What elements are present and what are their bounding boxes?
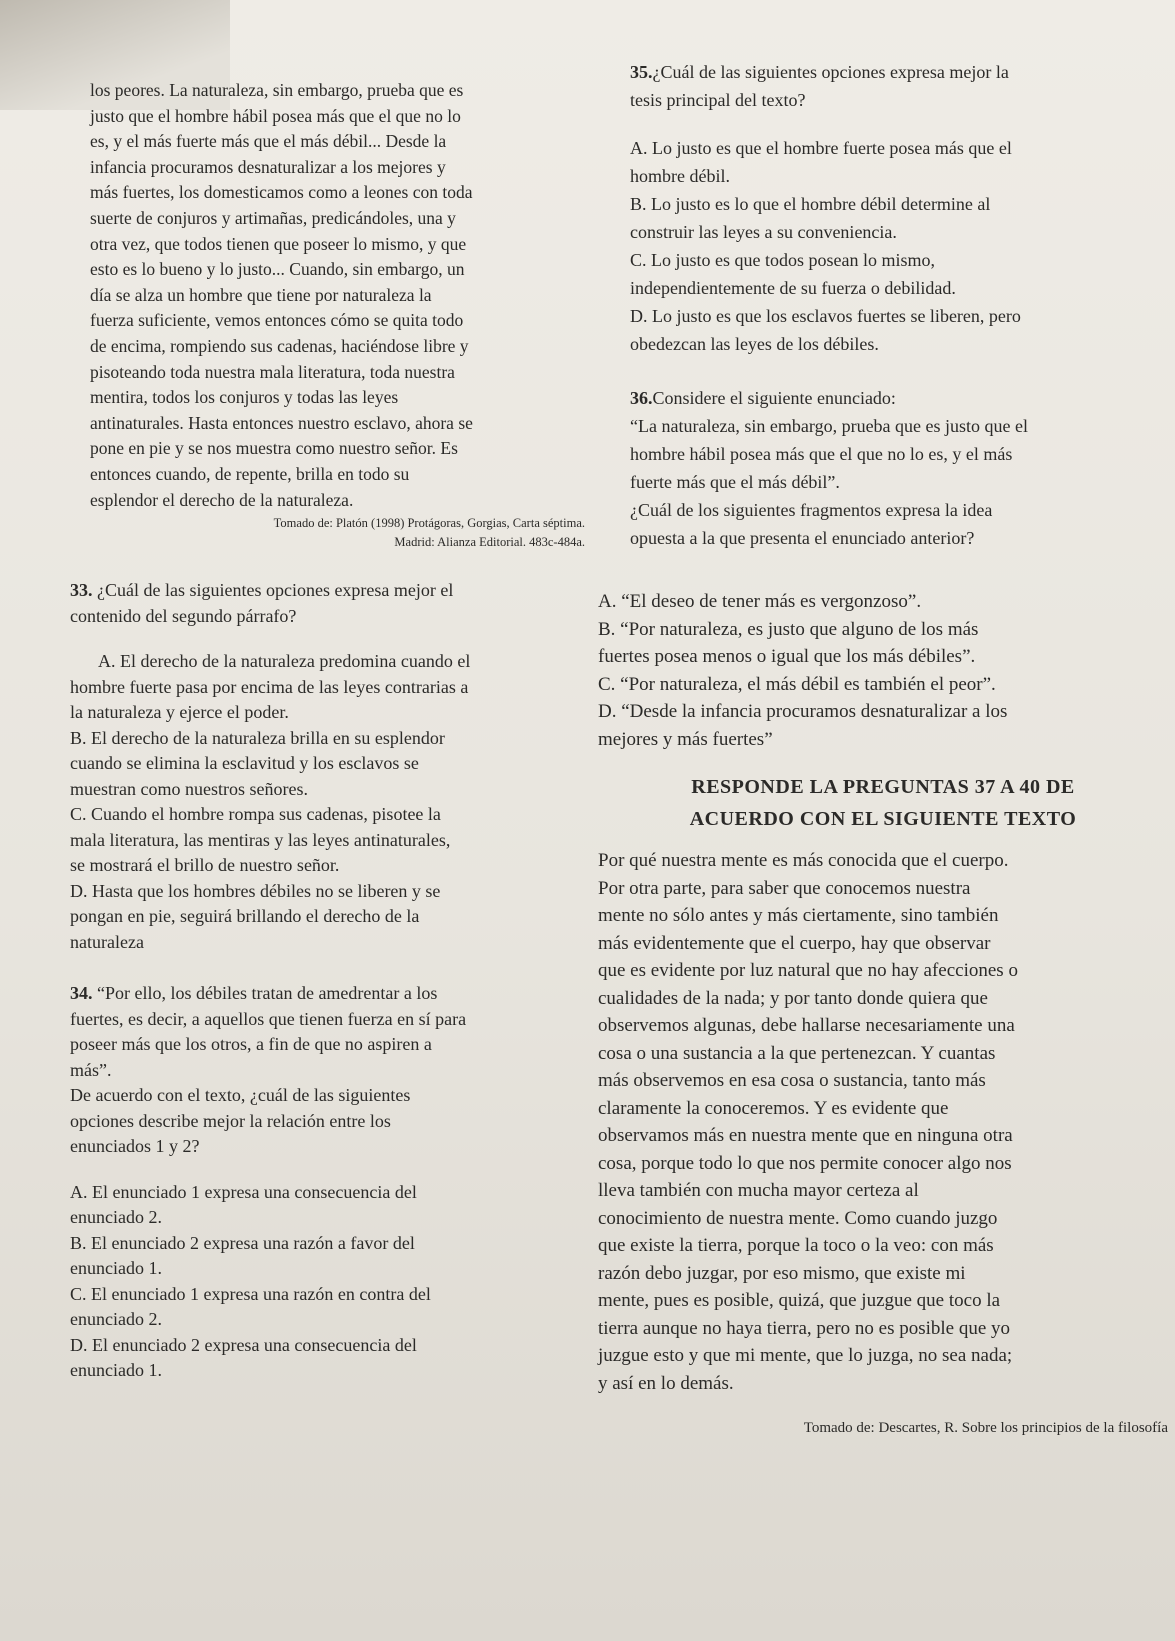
option-34-c-cont: enunciado 2.	[70, 1309, 162, 1329]
question-36-quote: “La naturaleza, sin embargo, prueba que es justo que el	[630, 416, 1029, 436]
text-2-line: lleva también con mucha mayor certeza al	[598, 1180, 919, 1201]
option-35-b[interactable]: B. Lo justo es lo que el hombre débil determine al	[630, 194, 991, 214]
text-2-line: cosa o una sustancia a la que pertenezcan. Y cuantas	[598, 1042, 996, 1064]
text-2-line: observemos algunas, debe hallarse necesariamente una	[598, 1015, 1015, 1036]
question-35-stem-line: tesis principal del texto?	[630, 90, 806, 110]
option-35-d-cont: obedezcan las leyes de los débiles.	[630, 334, 879, 354]
option-33-a[interactable]: A. El derecho de la naturaleza predomina cuando el	[98, 651, 471, 671]
option-34-b-cont: enunciado 1.	[70, 1258, 162, 1278]
passage-line: de encima, rompiendo sus cadenas, haciéndose libre y	[90, 335, 469, 356]
question-36-options-and-text-column	[598, 588, 1168, 1443]
text-2-line: que existe la tierra, porque la toco o la veo: con más	[598, 1235, 994, 1256]
option-35-d[interactable]: D. Lo justo es que los esclavos fuertes se liberen, pero	[630, 306, 1021, 326]
option-35-c[interactable]: C. Lo justo es que todos posean lo mismo,	[630, 250, 935, 270]
question-36-stem: 36.Considere el siguiente enunciado:	[630, 388, 896, 408]
question-34-prompt: enunciados 1 y 2?	[70, 1136, 200, 1156]
passage-line: más fuertes, los domesticamos como a leones con toda	[90, 182, 473, 203]
option-34-a[interactable]: A. El enunciado 1 expresa una consecuencia del	[70, 1181, 417, 1202]
option-35-c-cont: independientemente de su fuerza o debilidad.	[630, 278, 956, 298]
passage-line: día se alza un hombre que tiene por naturaleza la	[90, 284, 432, 305]
option-35-b-cont: construir las leyes a su conveniencia.	[630, 222, 897, 242]
question-34-prompt: De acuerdo con el texto, ¿cuál de las siguientes	[70, 1085, 411, 1105]
passage-line: pone en pie y se nos muestra como nuestro señor. Es	[90, 438, 458, 459]
option-33-c[interactable]: C. Cuando el hombre rompa sus cadenas, pisotee la	[70, 804, 441, 824]
passage-line: es, y el más fuerte más que el más débil... Desde la	[90, 131, 447, 152]
text-2-line: que es evidente por luz natural que no hay afecciones o	[598, 960, 1018, 981]
passage-line: infancia procuramos desnaturalizar a los mejores y	[90, 156, 446, 177]
text-2-line: razón debo juzgar, por eso mismo, que existe mi	[598, 1262, 966, 1284]
question-36-prompt: ¿Cuál de los siguientes fragmentos expresa la idea	[630, 500, 993, 520]
question-34-stem: 34. “Por ello, los débiles tratan de amedrentar a los	[70, 983, 438, 1003]
option-33-a-cont: la naturaleza y ejerce el poder.	[70, 702, 289, 722]
passage-line: justo que el hombre hábil posea más que el que no lo	[90, 105, 461, 126]
option-33-a-cont: hombre fuerte pasa por encima de las leyes contrarias a	[70, 676, 469, 697]
questions-35-36-column	[630, 58, 1165, 552]
passage-source: Madrid: Alianza Editorial. 483c-484a.	[394, 535, 585, 550]
text-2-line: cualidades de la nada; y por tanto donde quiera que	[598, 987, 988, 1009]
passage-line: fuerza suficiente, vemos entonces cómo se quita todo	[90, 310, 464, 331]
option-35-a[interactable]: A. Lo justo es que el hombre fuerte posea más que el	[630, 138, 1012, 158]
question-34-stem-line: más”.	[70, 1059, 112, 1080]
option-34-d[interactable]: D. El enunciado 2 expresa una consecuencia del	[70, 1334, 417, 1355]
questions-33-34-column	[70, 578, 570, 1384]
passage-line: mentira, todos los conjuros y todas las leyes	[90, 387, 399, 408]
option-36-b-cont: fuertes posea menos o igual que los más débiles”.	[598, 646, 976, 667]
question-34-stem-line: fuertes, es decir, a aquellos que tienen fuerza en sí para	[70, 1008, 467, 1029]
option-33-c-cont: mala literatura, las mentiras y las leyes antinaturales,	[70, 829, 451, 850]
option-36-d-cont: mejores y más fuertes”	[598, 728, 773, 750]
option-33-d-cont: naturaleza	[70, 931, 144, 952]
passage-line: otra vez, que todos tienen que poseer lo mismo, y que	[90, 233, 467, 254]
text-2-line: mente, pues es posible, quizá, que juzgue que toco la	[598, 1290, 1001, 1311]
passage-line: pisoteando toda nuestra mala literatura, toda nuestra	[90, 361, 455, 382]
text-2-line: Por qué nuestra mente es más conocida que el cuerpo.	[598, 850, 1009, 871]
passage-line: antinaturales. Hasta entonces nuestro esclavo, ahora se	[90, 412, 473, 433]
question-36-quote: fuerte más que el más débil”.	[630, 472, 840, 492]
passage-source: Tomado de: Platón (1998) Protágoras, Gorgias, Carta séptima.	[273, 516, 585, 531]
question-36-quote: hombre hábil posea más que el que no lo es, y el más	[630, 444, 1013, 464]
text-2-line: Por otra parte, para saber que conocemos nuestra	[598, 877, 971, 899]
passage-line: suerte de conjuros y artimañas, predicándoles, una y	[90, 207, 456, 228]
option-34-d-cont: enunciado 1.	[70, 1360, 162, 1380]
option-33-b-cont: muestran como nuestros señores.	[70, 778, 308, 799]
text-2-line: y así en lo demás.	[598, 1372, 734, 1394]
option-35-a-cont: hombre débil.	[630, 166, 730, 186]
passage-line: esplendor el derecho de la naturaleza.	[90, 489, 354, 510]
option-36-d[interactable]: D. “Desde la infancia procuramos desnaturalizar a los	[598, 701, 1008, 722]
option-33-b-cont: cuando se elimina la esclavitud y los esclavos se	[70, 753, 419, 773]
question-36-prompt: opuesta a la que presenta el enunciado anterior?	[630, 528, 975, 548]
option-34-a-cont: enunciado 2.	[70, 1207, 162, 1227]
option-34-b[interactable]: B. El enunciado 2 expresa una razón a favor del	[70, 1232, 415, 1253]
question-33-stem: 33. ¿Cuál de las siguientes opciones expresa mejor el	[70, 580, 454, 600]
option-36-a[interactable]: A. “El deseo de tener más es vergonzoso”.	[598, 591, 922, 612]
passage-line: esto es lo bueno y lo justo... Cuando, sin embargo, un	[90, 259, 465, 280]
text-2-line: cosa, porque todo lo que nos permite conocer algo nos	[598, 1152, 1012, 1174]
option-36-c[interactable]: C. “Por naturaleza, el más débil es también el peor”.	[598, 673, 996, 695]
text-2-line: conocimiento de nuestra mente. Como cuando juzgo	[598, 1207, 998, 1229]
text-2-line: claramente la conoceremos. Y es evidente que	[598, 1097, 949, 1119]
question-34-prompt: opciones describe mejor la relación entre los	[70, 1110, 391, 1131]
text-2-line: observamos más en nuestra mente que en ninguna otra	[598, 1125, 1013, 1146]
option-33-d[interactable]: D. Hasta que los hombres débiles no se liberen y se	[70, 880, 441, 901]
section-heading: RESPONDE LA PREGUNTAS 37 A 40 DE ACUERDO CON EL SIGUIENTE TEXTO	[689, 776, 1077, 830]
passage-line: los peores. La naturaleza, sin embargo, prueba que es	[90, 80, 464, 100]
question-34-stem-line: poseer más que los otros, a fin de que no aspiren a	[70, 1034, 432, 1054]
text-2-line: más evidentemente que el cuerpo, hay que observar	[598, 932, 991, 954]
text-2-line: juzgue esto y que mi mente, que lo juzga, no sea nada;	[598, 1345, 1013, 1366]
text-2-line: más observemos en esa cosa o sustancia, tanto más	[598, 1070, 986, 1091]
option-33-c-cont: se mostrará el brillo de nuestro señor.	[70, 855, 340, 875]
text-2-source: Tomado de: Descartes, R. Sobre los principios de la filosofía	[803, 1420, 1168, 1436]
option-33-b[interactable]: B. El derecho de la naturaleza brilla en su esplendor	[70, 727, 445, 748]
question-35-stem: 35.¿Cuál de las siguientes opciones expresa mejor la	[630, 62, 1009, 82]
option-36-b[interactable]: B. “Por naturaleza, es justo que alguno de los más	[598, 618, 979, 640]
question-33-stem-line: contenido del segundo párrafo?	[70, 605, 297, 626]
option-33-d-cont: pongan en pie, seguirá brillando el derecho de la	[70, 906, 420, 926]
passage-text-column	[90, 78, 605, 551]
text-2-line: tierra aunque no haya tierra, pero no es posible que yo	[598, 1317, 1011, 1339]
text-2-line: mente no sólo antes y más ciertamente, sino también	[598, 905, 999, 926]
passage-line: entonces cuando, de repente, brilla en todo su	[90, 463, 410, 484]
option-34-c[interactable]: C. El enunciado 1 expresa una razón en contra del	[70, 1283, 431, 1304]
